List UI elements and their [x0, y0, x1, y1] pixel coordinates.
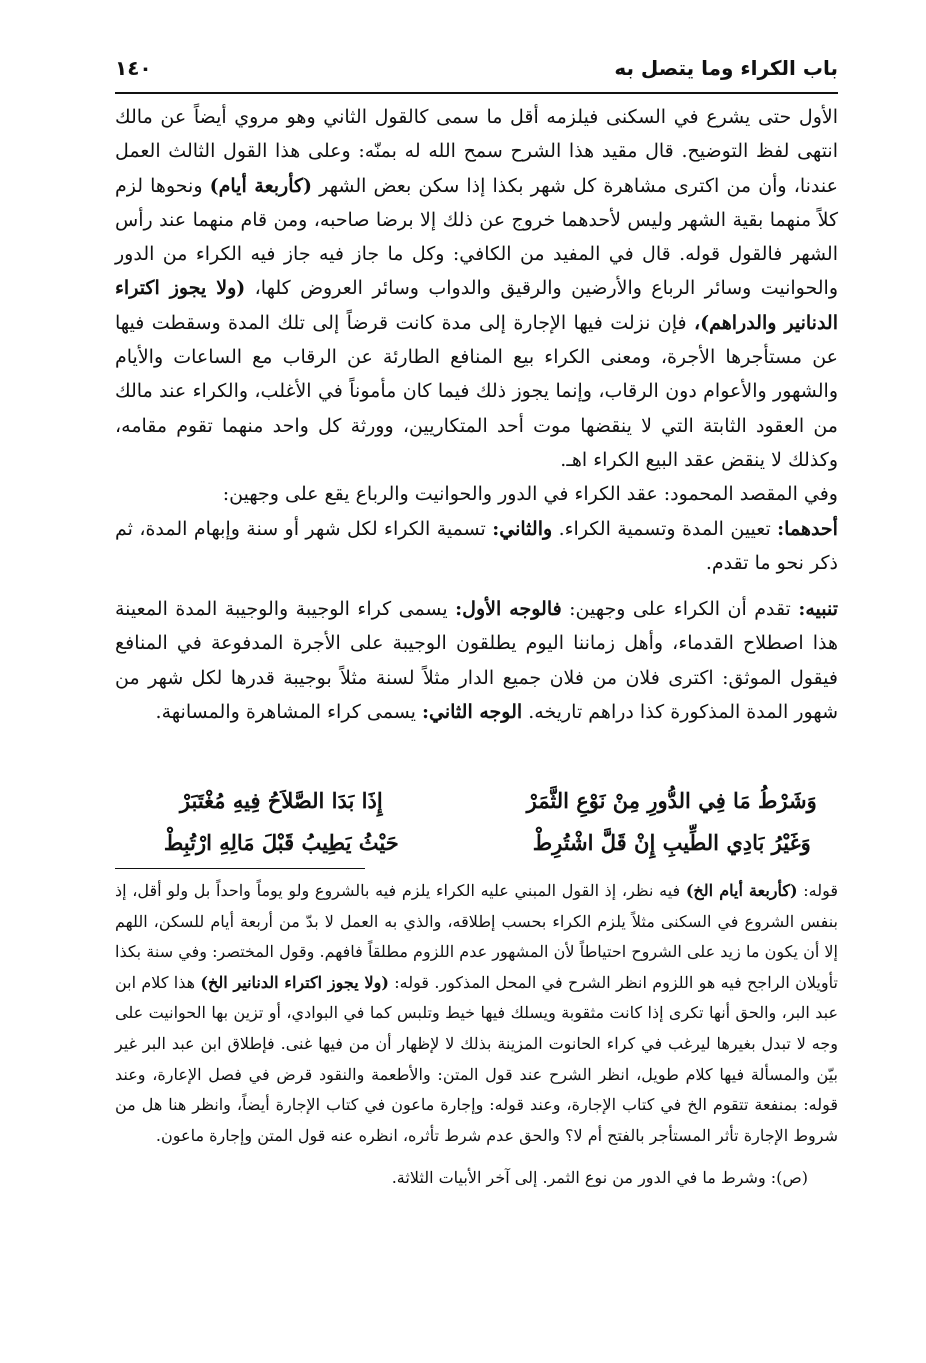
paragraph-3: أحدهما: تعيين المدة وتسمية الكراء. والثاني: تسمية الكراء لكل شهر أو سنة وإبهام المدة، ثم ذكر نحو ما تقدم.: [115, 517, 838, 574]
paragraph-note: تنبيه: تقدم أن الكراء على وجهين: فالوجه الأول: يسمى كراء الوجيبة والوجيبة المدة المعينة هذا اصطلاح القدماء، وأهل زماننا اليوم يطلقون الوجيبة على الأجرة المدفوعة في المنافع فيقول الموثق: اكترى فلان من فلان جميع الدار مثلاً لسنة مثلاً بوجيبة قدرها لكل شهر من شهور المدة المذكورة كذا دراهم تاريخه. الوجه الثاني: يسمى كراء المشاهرة والمسانهة.: [115, 598, 839, 724]
verse-line: [115, 822, 838, 864]
verse-second-hemistich: حَيْثُ يَطِيبُ قَبْلَ مَالِهِ ارْتُبِطْ: [163, 830, 399, 855]
paragraph-2: وفي المقصد المحمود: عقد الكراء في الدور والحوانيت والرباع يقع على وجهين:: [222, 483, 838, 506]
header-divider: [115, 92, 838, 94]
verse-line: [115, 780, 838, 822]
footnotes: [115, 876, 838, 1194]
paragraph-1: الأول حتى يشرع في السكنى فيلزمه أقل ما سمى كالقول الثاني وهو مروي أيضاً عن مالك انتهى لفظ التوضيح. قال مقيد هذا الشرح سمح الله له بمنّه: وعلى هذا القول الثالث العمل عندنا، وأن من اكترى مشاهرة كل شهر بكذا إذا سكن بعض الشهر (كأربعة أيام) ونحوها لزم كلاً منهما بقية الشهر وليس لأحدهما خروج عن ذلك إلا برضا صاحبه، ومن قام منهما عند رأس الشهر فالقول قوله. قال في المفيد من الكافي: وكل ما جاز فيه جاز فيه الكراء من الدور والحوانيت وسائر الرباع والأرضين والرقيق والدواب وسائر العروض كلها، (ولا يجوز اكتراء الدنانير والدراهم)، فإن نزلت فيها الإجارة إلى مدة كانت قرضاً إلى تلك المدة وسقطت فيها عن مستأجرها الأجرة، ومعنى الكراء بيع المنافع الطارئة عن الرقاب مع الساعات والأيام والشهور والأعوام دون الرقاب، وإنما يجوز ذلك فيما كان مأموناً في الأغلب، والكراء عند مالك من العقود الثابتة التي لا ينقضها موت أحد المتكاريين، وورثة كل واحد منهما تقوم مقامه، وكذلك لا ينقض عقد البيع الكراء اهـ.: [115, 106, 839, 471]
page-header: [115, 48, 838, 88]
verse-second-hemistich: إِذَا بَدَا الصَّلاَحُ فِيهِ مُغْتَبَرْ: [179, 788, 383, 813]
main-text: [115, 100, 838, 729]
footnote-divider: [115, 868, 365, 869]
footnote-2: (ص): وشرط ما في الدور من نوع الثمر. إلى آخر الأبيات الثلاثة.: [391, 1168, 808, 1188]
verse-first-hemistich: وَشَرْطُ مَا فِي الدُّورِ مِنْ نَوْعِ الثَّمَرْ: [526, 788, 817, 813]
page-number: ١٤٠: [115, 56, 152, 80]
verse-first-hemistich: وَغَيْرُ بَادِي الطِّيبِ إِنْ قَلَّ اشْتُرِطْ: [532, 830, 811, 855]
chapter-title: باب الكراء وما يتصل به: [614, 56, 838, 80]
footnote-1: قوله: (كأربعة أيام الخ) فيه نظر، إذ القول المبني عليه الكراء يلزم فيه بالشروع ولو يوماً واحداً بل ولو أقل، إذ بنفس الشروع في السكنى مثلاً يلزم الكراء بحسب إطلاقه، والذي به العمل لا بدّ من أربعة أيام للسكن، اللهم إلا أن يكون ما زيد على الشروح احتياطاً لأن المشهور عدم اللزوم مطلقاً فافهم. وقول المختصر: وفي سنة بكذا تأويلان الراجح فيه هو اللزوم انظر الشرح في المحل المذكور. قوله: (ولا يجوز اكتراء الدنانير الخ) هذا كلام ابن عبد البر، والحق أنها تكرى إذا كانت مثقوبة ويسلك فيها خيط وتلبس كما في البوادي، أو تزين بها الحوانيت على وجه لا تبدل بغيرها ليرغب في كراء الحانوت المزينة بذلك لا لإظهار أن من فيها غنى. فإطلاق ابن عبد البر غير بيّن والمسألة فيها كلام طويل، انظر الشرح عند قول المتن: والأطعمة والنقود قرض في فصل الإعارة، وعند قوله: بمنفعة تتقوم الخ في كتاب الإجارة، وعند قوله: وإجارة ماعون في كتاب الإجارة أيضاً، وانظر هنا هل من شروط الإجارة تأثر المستأجر بالفتح أم لا؟ والحق عدم شرط تأثره، انظره عنه قول المتن وإجارة ماعون.: [115, 881, 839, 1145]
poem-verses: [115, 780, 838, 864]
